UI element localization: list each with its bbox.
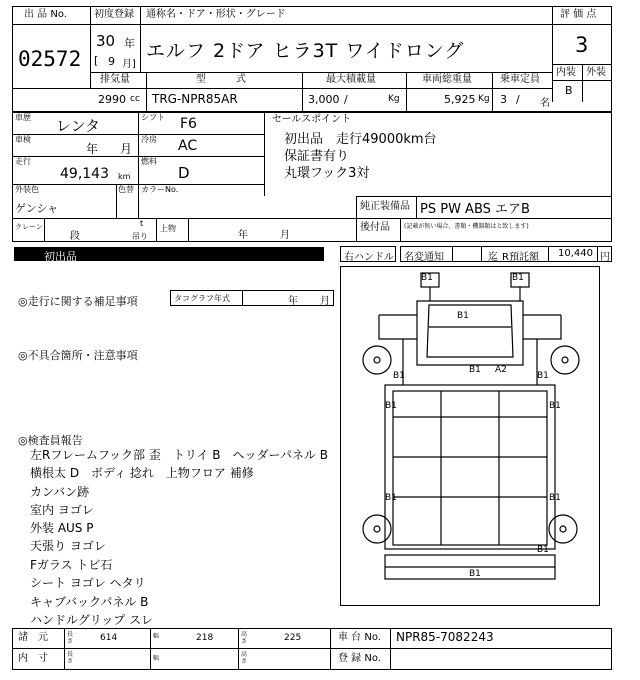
crane-t: t — [140, 219, 144, 228]
inner-label: 内 寸 — [18, 653, 48, 664]
inspector-line-5: 外装 AUS P — [30, 521, 94, 535]
displacement-label: 排気量 — [100, 74, 130, 85]
model-label: 型 式 — [196, 74, 246, 85]
fuel-label: 燃料 — [141, 157, 157, 166]
upper-month: 月 — [280, 230, 290, 241]
inspection-month: 月 — [120, 142, 133, 156]
gross-unit: Kg — [478, 94, 490, 104]
sales-line-2: 保証書有り — [284, 149, 350, 164]
damage-mark: B1 — [549, 401, 561, 411]
damage-mark: B1 — [385, 401, 397, 411]
inspector-label: ◎検査員報告 — [18, 434, 83, 447]
gross-value: 5,925 — [444, 93, 476, 106]
tacho-year: 年 — [288, 296, 298, 307]
registration-label: 登 録 No. — [338, 653, 381, 664]
until-label: 迄 — [488, 252, 498, 263]
crane-label: クレーン — [15, 223, 43, 231]
fuel-value: D — [178, 164, 190, 182]
exterior-label: 外装 — [586, 67, 606, 78]
r-unit: 円 — [600, 252, 610, 263]
model-value: TRG-NPR85AR — [152, 92, 238, 106]
equipment-label: 純正装備品 — [360, 201, 410, 212]
damage-mark: B1 — [537, 371, 549, 381]
name-change-label: 名変通知 — [404, 252, 444, 263]
interior-label: 内装 — [556, 67, 576, 78]
tacho-month: 月 — [320, 296, 330, 307]
run-label: ◎走行に関する補足事項 — [18, 295, 138, 308]
tacho-label: タコグラフ年式 — [174, 294, 230, 303]
inspection-year: 年 — [86, 142, 99, 156]
crane-stage: 段 — [70, 231, 80, 242]
reg-month-open: [ — [94, 54, 99, 67]
inner-height-label: 高さ — [241, 651, 248, 665]
history-value: レンタ — [56, 117, 101, 135]
damage-mark: B1 — [385, 493, 397, 503]
maxload-unit: Kg — [388, 94, 400, 104]
score-label: 評 価 点 — [560, 9, 597, 20]
after-note: (記載が無い場合、書類・機器類はと致します) — [404, 223, 529, 230]
length-value: 614 — [100, 633, 118, 643]
lot-number: 02572 — [18, 47, 82, 71]
interior-grade: B — [565, 84, 573, 97]
reg-month: 9 — [108, 55, 115, 68]
reg-month-unit: 月] — [122, 59, 136, 70]
capacity-value: 3 — [500, 93, 507, 106]
height-value: 225 — [284, 633, 302, 643]
gross-label: 車両総重量 — [422, 74, 472, 85]
mileage-label: 走行 — [15, 157, 31, 166]
length-label: 長さ — [67, 631, 74, 645]
reg-label: 初度登録 — [94, 9, 134, 20]
inspection-label: 車検 — [15, 135, 31, 144]
height-label: 高さ — [241, 631, 248, 645]
truck-outline — [341, 267, 599, 605]
dim-label: 諸 元 — [18, 632, 48, 643]
name-label: 通称名・ドア・形状・グレード — [146, 9, 286, 20]
maxload-slash: / — [344, 93, 348, 106]
upper-year: 年 — [238, 230, 248, 241]
capacity-label: 乗車定員 — [500, 74, 540, 85]
name-change-field — [452, 246, 482, 262]
inner-width-label: 幅 — [153, 655, 160, 662]
car-name: エルフ 2ドア ヒラ3T ワイドロング — [146, 40, 465, 62]
reg-year: 30 — [96, 32, 116, 50]
inspector-line-7: Fガラス トビ石 — [30, 558, 113, 572]
inspector-line-3: カンバン跡 — [30, 485, 90, 499]
after-label: 後付品 — [360, 222, 390, 233]
shift-value: F6 — [180, 116, 197, 132]
mileage-value: 49,143 — [60, 166, 109, 182]
capacity-slash: / — [516, 93, 520, 106]
lot-label: 出 品 No. — [24, 9, 67, 20]
first-listing-text: 初出品 — [44, 250, 77, 263]
capacity-unit: 名 — [540, 98, 550, 109]
color-value: ゲンシャ — [15, 202, 59, 215]
color-label: 外装色 — [15, 185, 39, 194]
score-value: 3 — [575, 33, 589, 57]
damage-mark: B1 — [393, 371, 405, 381]
inspector-line-9: キャブバックパネル B — [30, 595, 149, 609]
inspector-line-8: シート ヨゴレ ヘタリ — [30, 576, 146, 590]
defect-label: ◎不具合箇所・注意事項 — [18, 349, 138, 362]
crane-lift: 吊り — [132, 232, 148, 241]
inspector-line-6: 天張り ヨゴレ — [30, 539, 106, 553]
colorcode-label: 色替 — [118, 185, 134, 194]
ac-value: AC — [178, 138, 198, 154]
width-value: 218 — [196, 633, 214, 643]
damage-mark: B1 — [537, 545, 549, 555]
colorno-label: カラーNo. — [141, 185, 179, 194]
history-label: 車歴 — [15, 113, 31, 122]
damage-mark: B1 — [512, 273, 524, 283]
chassis-label: 車 台 No. — [338, 632, 381, 643]
damage-mark: B1 — [421, 273, 433, 283]
reg-year-unit: 年 — [124, 37, 135, 50]
sales-line-3: 丸環フック3対 — [284, 166, 370, 181]
displacement-value: 2990 — [98, 93, 126, 106]
equipment-value: PS PW ABS エアB — [420, 202, 530, 217]
inspector-line-10: ハンドルグリップ スレ — [30, 613, 154, 627]
damage-mark: B1 — [469, 365, 481, 375]
inspector-line-4: 室内 ヨゴレ — [30, 503, 94, 517]
displacement-unit: cc — [130, 94, 140, 104]
handle-text: 右ハンドル — [344, 252, 394, 263]
inspector-line-2: 横根太 D ボディ 捻れ 上物フロア 補修 — [30, 466, 254, 480]
damage-mark: B1 — [469, 569, 481, 579]
inner-length-label: 長さ — [67, 651, 74, 665]
sales-label: セールスポイント — [272, 114, 352, 125]
r-value: 10,440 — [558, 248, 593, 259]
width-label: 幅 — [153, 633, 160, 640]
ac-label: 冷房 — [141, 135, 157, 144]
upper-label: 上物 — [160, 224, 176, 233]
sales-line-1: 初出品 走行49000km台 — [284, 132, 437, 147]
damage-mark: B1 — [549, 493, 561, 503]
damage-diagram — [340, 266, 600, 606]
shift-label: シフト — [141, 113, 165, 122]
chassis-value: NPR85-7082243 — [396, 630, 494, 644]
mileage-unit: km — [118, 172, 131, 181]
maxload-value: 3,000 — [308, 93, 340, 106]
r-label: R預託額 — [502, 252, 539, 263]
maxload-label: 最大積載量 — [326, 74, 376, 85]
inspector-line-1: 左Rフレームフック部 歪 トリイ B ヘッダーパネル B — [30, 448, 328, 462]
damage-mark: B1 — [457, 311, 469, 321]
damage-mark: A2 — [495, 365, 507, 375]
